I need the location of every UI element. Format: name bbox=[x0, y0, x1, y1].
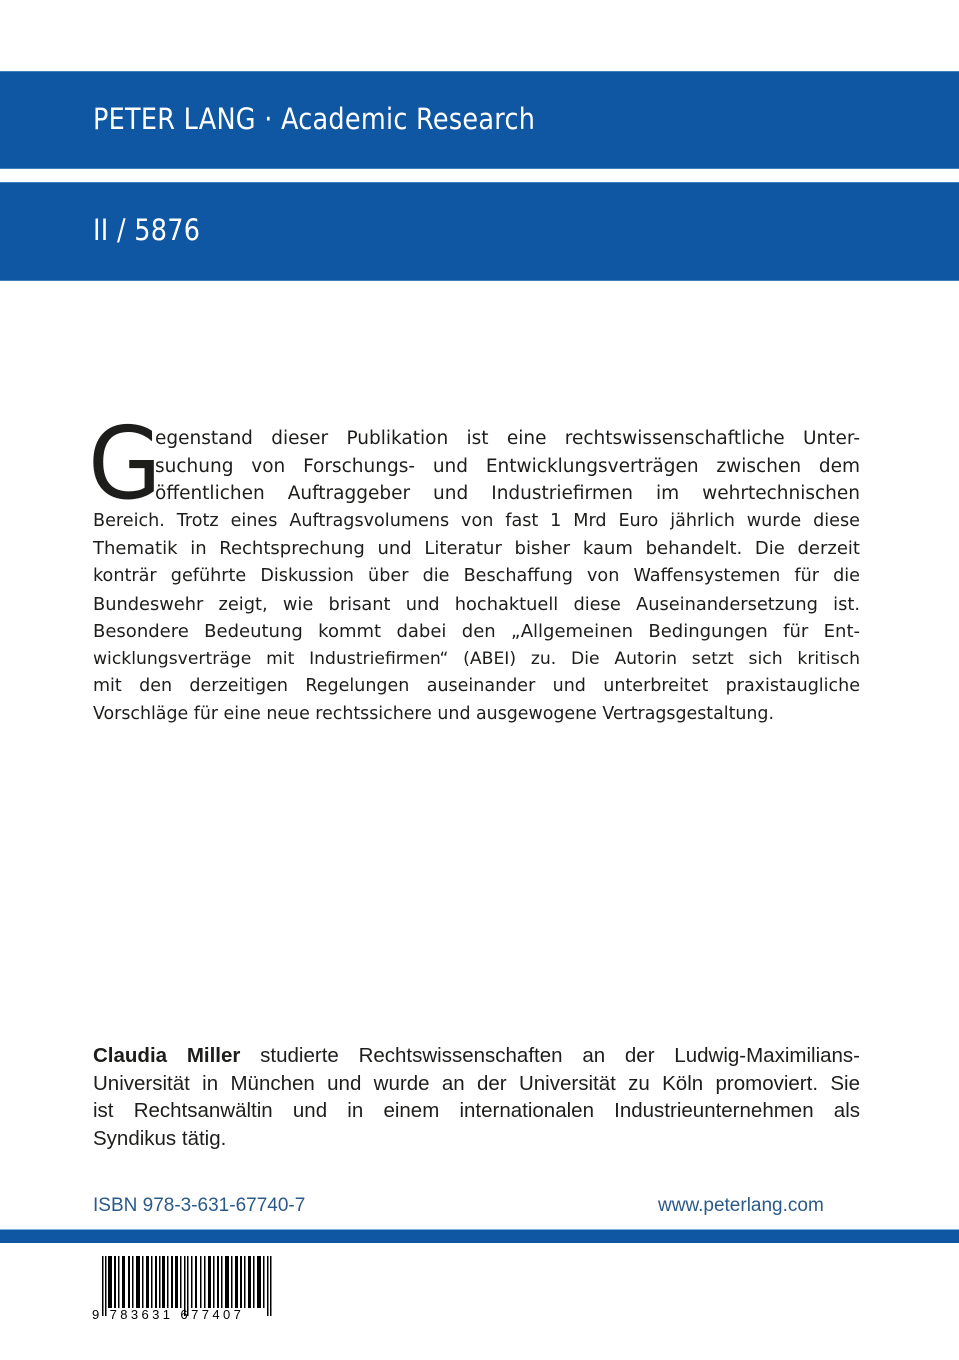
abstract-line: Besondere Bedeutung kommt dabei den „Allgemeinen Bedingungen für Ent- bbox=[93, 621, 860, 643]
series-title: PETER LANG · Academic Research bbox=[93, 102, 536, 136]
drop-cap: G bbox=[88, 405, 162, 522]
bio-line: Syndikus tätig. bbox=[93, 1126, 227, 1150]
abstract-line: Bundeswehr zeigt, wie brisant und hochaktuell diese Auseinandersetzung ist. bbox=[93, 593, 860, 615]
abstract-line: konträr geführte Diskussion über die Beschaffung von Waffensystemen für die bbox=[93, 565, 860, 586]
barcode-digits: 9 783631 677407 bbox=[92, 1307, 245, 1320]
isbn: ISBN 978-3-631-67740-7 bbox=[93, 1195, 306, 1216]
website-link[interactable]: www.peterlang.com bbox=[658, 1195, 824, 1216]
bio-line: Universität in München und wurde an der Universität zu Köln promoviert. Sie bbox=[93, 1071, 860, 1095]
bottom-bar bbox=[0, 1229, 959, 1243]
abstract-line: suchung von Forschungs- und Entwicklungsverträgen zwischen dem bbox=[155, 455, 860, 477]
abstract-line: öffentlichen Auftraggeber und Industriefirmen im wehrtechnischen bbox=[155, 483, 860, 505]
author-bio bbox=[93, 1042, 860, 1152]
abstract-line: egenstand dieser Publikation ist eine rechtswissenschaftliche Unter- bbox=[155, 428, 860, 449]
series-band bbox=[0, 71, 959, 169]
bio-line: ist Rechtsanwältin und in einem internationalen Industrieunternehmen als bbox=[93, 1099, 860, 1123]
author-name: Claudia Miller bbox=[93, 1044, 241, 1067]
abstract-line: wicklungsverträge mit Industriefirmen“ (ABEI) zu. Die Autorin setzt sich kritisch bbox=[93, 648, 860, 669]
volume-band bbox=[0, 182, 959, 281]
volume-number: II / 5876 bbox=[93, 213, 201, 247]
abstract-line: Thematik in Rechtsprechung und Literatur bisher kaum behandelt. Die derzeit bbox=[93, 538, 860, 560]
abstract-line: mit den derzeitigen Regelungen auseinander und unterbreitet praxistaugliche bbox=[93, 676, 860, 697]
abstract bbox=[93, 425, 860, 729]
bio-line: Claudia Miller studierte Rechtswissenschaften an der Ludwig-Maximilians- bbox=[93, 1044, 861, 1067]
abstract-line: Bereich. Trotz eines Auftragsvolumens von fast 1 Mrd Euro jährlich wurde diese bbox=[93, 510, 860, 531]
barcode bbox=[92, 1256, 290, 1320]
abstract-line: Vorschläge für eine neue rechtssichere und ausgewogene Vertragsgestaltung. bbox=[93, 703, 775, 724]
